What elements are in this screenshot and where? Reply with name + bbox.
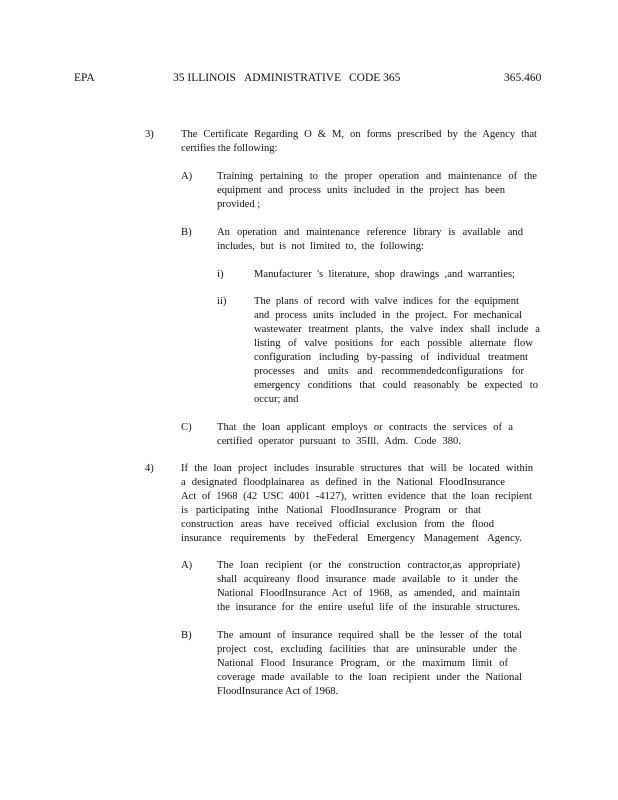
header-agency: EPA <box>74 72 95 84</box>
text-line: a designated floodplainarea as defined in the National FloodInsurance <box>181 477 505 488</box>
text-line: is participating inthe National FloodInsurance Program or that <box>181 505 481 516</box>
text-line: emergency conditions that could reasonably be expected to <box>254 380 538 391</box>
text-line: FloodInsurance Act of 1968. <box>217 686 339 697</box>
item-4-text <box>181 462 533 546</box>
item-3a-label: A) <box>181 171 193 182</box>
item-3-label: 3) <box>145 129 154 140</box>
text-line: The loan recipient (or the construction contractor,as appropriate) <box>217 560 520 571</box>
text-line: construction areas have received official exclusion from the flood <box>181 519 494 530</box>
text-line: listing of valve positions for each possible alternate flow <box>254 338 533 349</box>
item-3c-label: C) <box>181 422 192 433</box>
item-4-label: 4) <box>145 463 154 474</box>
text-line: and process units included in the project. For mechanical <box>254 310 522 321</box>
text-line: Training pertaining to the proper operation and maintenance of the <box>217 171 537 182</box>
text-line: provided ; <box>217 199 261 210</box>
text-line: The Certificate Regarding O & M, on forms prescribed by the Agency that <box>181 129 537 140</box>
text-line: processes and units and recommendedconfigurations for <box>254 366 524 377</box>
text-line: shall acquireany flood insurance made available to it under the <box>217 574 518 585</box>
text-line: National FloodInsurance Act of 1968, as amended, and maintain <box>217 588 520 599</box>
text-line: The plans of record with valve indices for the equipment <box>254 296 519 307</box>
item-3b-i-text <box>254 268 515 282</box>
item-4b-label: B) <box>181 630 192 641</box>
header-title-part-3: CODE 365 <box>349 72 401 84</box>
text-line: An operation and maintenance reference library is available and <box>217 227 523 238</box>
item-3b-ii-label: ii) <box>217 296 227 307</box>
text-line: configuration including by-passing of individual treatment <box>254 352 528 363</box>
item-3c-text <box>217 421 513 449</box>
text-line: certified operator pursuant to 35Ill. Adm. Code 380. <box>217 436 461 447</box>
header-title-part-1: 35 ILLINOIS <box>173 72 236 84</box>
text-line: wastewater treatment plants, the valve index shall include a <box>254 324 540 335</box>
text-line: the insurance for the entire useful life of the insurable structures. <box>217 602 520 613</box>
item-4a-label: A) <box>181 560 193 571</box>
item-3b-ii-text <box>254 295 540 407</box>
header-section-number: 365.460 <box>504 72 542 84</box>
item-4b-text <box>217 629 522 699</box>
text-line: insurance requirements by theFederal Emergency Management Agency. <box>181 533 522 544</box>
text-line: If the loan project includes insurable structures that will be located within <box>181 463 533 474</box>
text-line: project cost, excluding facilities that are uninsurable under the <box>217 644 517 655</box>
text-line: includes, but is not limited to, the following: <box>217 241 424 252</box>
text-line: occur; and <box>254 394 299 405</box>
item-3b-i-label: i) <box>217 269 224 280</box>
text-line: That the loan applicant employs or contracts the services of a <box>217 422 513 433</box>
item-4a-text <box>217 559 520 615</box>
text-line: National Flood Insurance Program, or the maximum limit of <box>217 658 508 669</box>
text-line: coverage made available to the loan recipient under the National <box>217 672 522 683</box>
item-3a-text <box>217 170 537 212</box>
text-line: Act of 1968 (42 USC 4001 -4127), written evidence that the loan recipient <box>181 491 532 502</box>
item-3b-text <box>217 226 523 254</box>
text-line: certifies the following: <box>181 143 278 154</box>
item-3-text <box>181 128 537 156</box>
text-line: equipment and process units included in the project has been <box>217 185 505 196</box>
text-line: Manufacturer 's literature, shop drawings ,and warranties; <box>254 269 515 280</box>
text-line: The amount of insurance required shall be the lesser of the total <box>217 630 522 641</box>
item-3b-label: B) <box>181 227 192 238</box>
header-title-part-2: ADMINISTRATIVE <box>244 72 342 84</box>
